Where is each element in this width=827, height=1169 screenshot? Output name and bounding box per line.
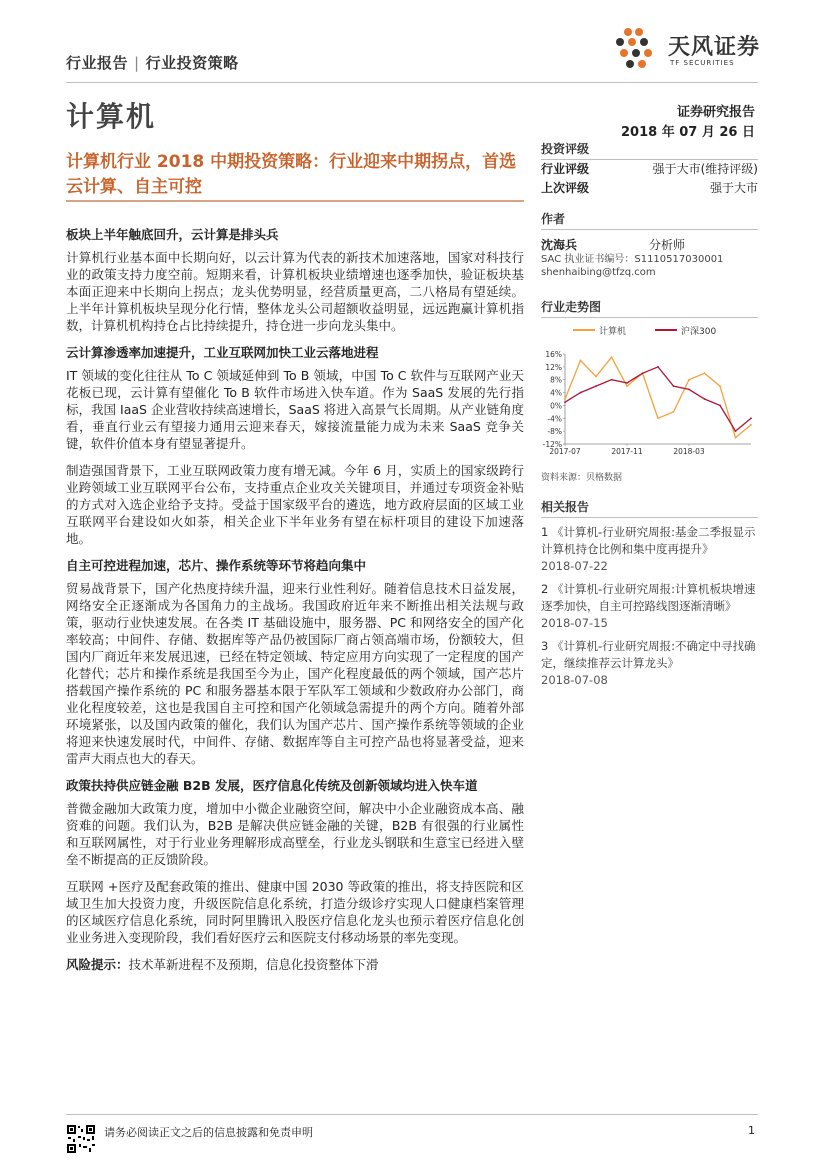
- data-point: [611, 379, 613, 381]
- related-item-date: 2018-07-08: [541, 673, 608, 687]
- author-title: 分析师: [649, 238, 686, 252]
- author-name: 沈海兵: [541, 238, 578, 252]
- related-reports: [541, 498, 758, 695]
- data-point: [657, 366, 659, 368]
- disclaimer-note[interactable]: 请务必阅读正文之后的信息披露和免责申明: [104, 1126, 313, 1139]
- data-point: [564, 401, 566, 403]
- subcategory-label: 行业投资策略: [145, 54, 239, 72]
- trend-chart: [541, 318, 758, 466]
- related-item-text[interactable]: 1 《计算机-行业研究周报:基金二季报显示计算机持仓比例和集中度再提升》: [541, 525, 756, 556]
- related-item-text[interactable]: 3 《计算机-行业研究周报:不确定中寻找确定，继续推荐云计算龙头》: [541, 639, 756, 670]
- data-point: [595, 385, 597, 387]
- legend-label: 沪深300: [681, 327, 717, 337]
- company-logo: [612, 26, 762, 71]
- related-item[interactable]: [541, 524, 758, 575]
- logo-name-en: TF SECURITIES: [670, 59, 735, 67]
- data-point: [735, 437, 737, 439]
- report-body: [66, 226, 524, 983]
- data-point: [626, 385, 628, 387]
- y-tick-label: 4%: [550, 388, 562, 398]
- data-point: [642, 372, 644, 374]
- footer-divider: [66, 1114, 758, 1115]
- data-point: [719, 385, 721, 387]
- sidebar: [541, 140, 758, 291]
- data-point: [611, 356, 613, 358]
- rating-label: 行业评级: [541, 162, 590, 176]
- category-label: 行业报告: [66, 54, 129, 72]
- prev-rating-label: 上次评级: [541, 181, 590, 195]
- section-paragraph: IT 领域的变化往往从 To C 领域延伸到 To B 领域，中国 To C 软件与互联网产业天花板已现，云计算有望催化 To B 软件市场进入快车道。作为 SaaS 发展的先行指标，我国 IaaS 企业营收持续高速增长，SaaS 将进入高景气长周期。从产业链角度看，垂直行业云有望接力通用云迎来春天，嫁接流量能力成为未来 SaaS 竞争关键，软件价值本身有望显著提升。: [66, 368, 524, 451]
- data-point: [564, 398, 566, 400]
- logo-mark-icon: [612, 26, 662, 71]
- related-header: 相关报告: [541, 498, 758, 518]
- risk-warning: [66, 956, 524, 973]
- series-line: [565, 367, 751, 431]
- section-heading: 自主可控进程加速，芯片、操作系统等环节将趋向集中: [66, 558, 367, 573]
- data-point: [704, 398, 706, 400]
- risk-text: 技术革新进程不及预期，信息化投资整体下滑: [128, 957, 379, 972]
- author-cert: SAC 执业证书编号：S1110517030001: [541, 254, 724, 265]
- y-tick-label: 0%: [550, 401, 562, 411]
- chart-header-wrap: [541, 298, 758, 318]
- legend-label: 计算机: [599, 327, 627, 337]
- section-heading: 政策扶持供应链金融 B2B 发展，医疗信息化传统及创新领域均进入快车道: [66, 778, 478, 793]
- related-item[interactable]: [541, 638, 758, 689]
- section-paragraph: 普微金融加大政策力度，增加中小微企业融资空间，解决中小企业融资成本高、融资难的问题。我们认为，B2B 是解决供应链金融的关键，B2B 有很强的行业属性和互联网属性，对于行业业务理解形成高壁垒，行业龙头钢联和生意宝已经进入壁垒不断提高的正反馈阶段。: [66, 801, 524, 867]
- qr-code-icon: [66, 1124, 96, 1154]
- risk-label: 风险提示：: [66, 957, 129, 972]
- data-point: [750, 417, 752, 419]
- section-paragraph: 贸易战背景下，国产化热度持续升温，迎来行业性利好。随着信息技术日益发展，网络安全正逐渐成为各国角力的主战场。我国政府近年来不断推出相关法规与政策，驱动行业快速发展。在各类 IT 基础设施中，服务器、PC 和网络安全的国产化率较高；中间件、存储、数据库等产品仍被国际厂商占领高端市场，份额较大，但国内厂商近年来发展迅速，已经在特定领域、特定应用方向实现了一定程度的国产化替代；芯片和操作系统是我国至今为止，国产化程度最低的两个领域，国产芯片搭载国产操作系统的 PC 和服务器基本限于军队军工领域和少数政府办公部门，商业化程度较差，这也是我国自主可控和国产化领域急需提升的两个方向。随着外部环境紧张，以及国内政策的催化，我们认为国产芯片、国产操作系统等领域的企业将迎来快速发展时代，中间件、存储、数据库等自主可控产品也将显著受益，迎来雷声大雨点也大的春天。: [66, 581, 524, 766]
- related-item-text[interactable]: 2 《计算机-行业研究周报:计算机板块增速逐季加快，自主可控路线图逐渐清晰》: [541, 582, 756, 613]
- y-tick-label: 12%: [545, 362, 562, 372]
- data-point: [704, 372, 706, 374]
- y-tick-label: -4%: [547, 414, 562, 424]
- section-heading: 云计算渗透率加速提升，工业互联网加快工业云落地进程: [66, 345, 379, 360]
- page-number: 1: [748, 1124, 755, 1137]
- y-tick-label: -8%: [547, 427, 562, 437]
- data-point: [657, 417, 659, 419]
- data-point: [750, 424, 752, 426]
- chart-source: 资料来源：贝格数据: [541, 473, 623, 483]
- prev-rating-row: [541, 179, 758, 198]
- series-line: [565, 357, 751, 437]
- section-heading: 板块上半年触底回升，云计算是排头兵: [66, 227, 279, 242]
- related-item-date: 2018-07-22: [541, 559, 608, 573]
- data-point: [688, 379, 690, 381]
- x-tick-label: 2017-11: [611, 447, 643, 456]
- x-tick-label: 2018-03: [673, 447, 705, 456]
- data-point: [673, 385, 675, 387]
- rating-row: [541, 160, 758, 179]
- related-item[interactable]: [541, 581, 758, 632]
- related-item-date: 2018-07-15: [541, 616, 608, 630]
- data-point: [673, 411, 675, 413]
- report-type: 证券研究报告: [676, 105, 755, 120]
- data-point: [626, 382, 628, 384]
- rating-header: 投资评级: [541, 140, 758, 160]
- data-point: [719, 405, 721, 407]
- prev-rating-value: 强于大市: [709, 181, 758, 195]
- author-email[interactable]: shenhaibing@tfzq.com: [541, 267, 656, 278]
- author-block: [541, 210, 758, 279]
- rating-value: 强于大市(维持评级): [652, 162, 758, 176]
- section-paragraph: 计算机行业基本面中长期向好，以云计算为代表的新技术加速落地，国家对科技行业的政策支持力度空前。短期来看，计算机板块业绩增速也逐季加快，验证板块基本面正迎来中长期向上拐点；龙头优势明显，经营质量更高，二八格局有望延续。上半年计算机板块呈现分化行情，整体龙头公司超额收益明显，远远跑赢计算机指数，计算机机构持仓占比持续提升，持仓进一步向龙头集中。: [66, 250, 524, 333]
- report-category: [66, 52, 239, 73]
- data-point: [735, 430, 737, 432]
- data-point: [580, 392, 582, 394]
- data-point: [580, 360, 582, 362]
- section-paragraph: 互联网 +医疗及配套政策的推出、健康中国 2030 等政策的推出，将支持医院和区域卫生加大投资力度，升级医院信息化系统，打造分级诊疗实现人口健康档案管理的区域医疗信息化系统，同时阿里腾讯入股医疗信息化龙头也预示着医疗信息化创业业务进入变现阶段，我们看好医疗云和医院支付移动场景的率先变现。: [66, 879, 524, 945]
- report-date: 2018 年 07 月 26 日: [621, 125, 755, 140]
- logo-name: 天风证券: [668, 35, 761, 60]
- rating-block: [541, 140, 758, 198]
- category-separator: |: [134, 54, 140, 72]
- header-divider: [66, 82, 758, 83]
- x-tick-label: 2017-07: [549, 447, 581, 456]
- y-tick-label: 8%: [550, 375, 562, 385]
- data-point: [688, 388, 690, 390]
- title-divider: [66, 200, 524, 202]
- section-paragraph: 制造强国背景下，工业互联网政策力度有增无减。今年 6 月，实质上的国家级跨行业跨领域工业互联网平台公布，支持重点企业攻关关键项目，并通过专项资金补贴的方式对入选企业给予支持。受益于国家级平台的遴选，地方政府层面的区域工业互联网平台建设如火如荼，相关企业下半年业务有望在标杆项目的建设下加速落地。: [66, 463, 524, 546]
- sector-title: 计算机: [66, 100, 157, 133]
- author-name-row: [541, 236, 758, 253]
- data-point: [595, 376, 597, 378]
- chart-header: 行业走势图: [541, 298, 758, 318]
- y-tick-label: -12%: [542, 440, 562, 449]
- y-tick-label: 16%: [545, 350, 562, 359]
- author-header: 作者: [541, 210, 758, 230]
- report-title: 计算机行业 2018 中期投资策略：行业迎来中期拐点，首选云计算、自主可控: [66, 152, 517, 197]
